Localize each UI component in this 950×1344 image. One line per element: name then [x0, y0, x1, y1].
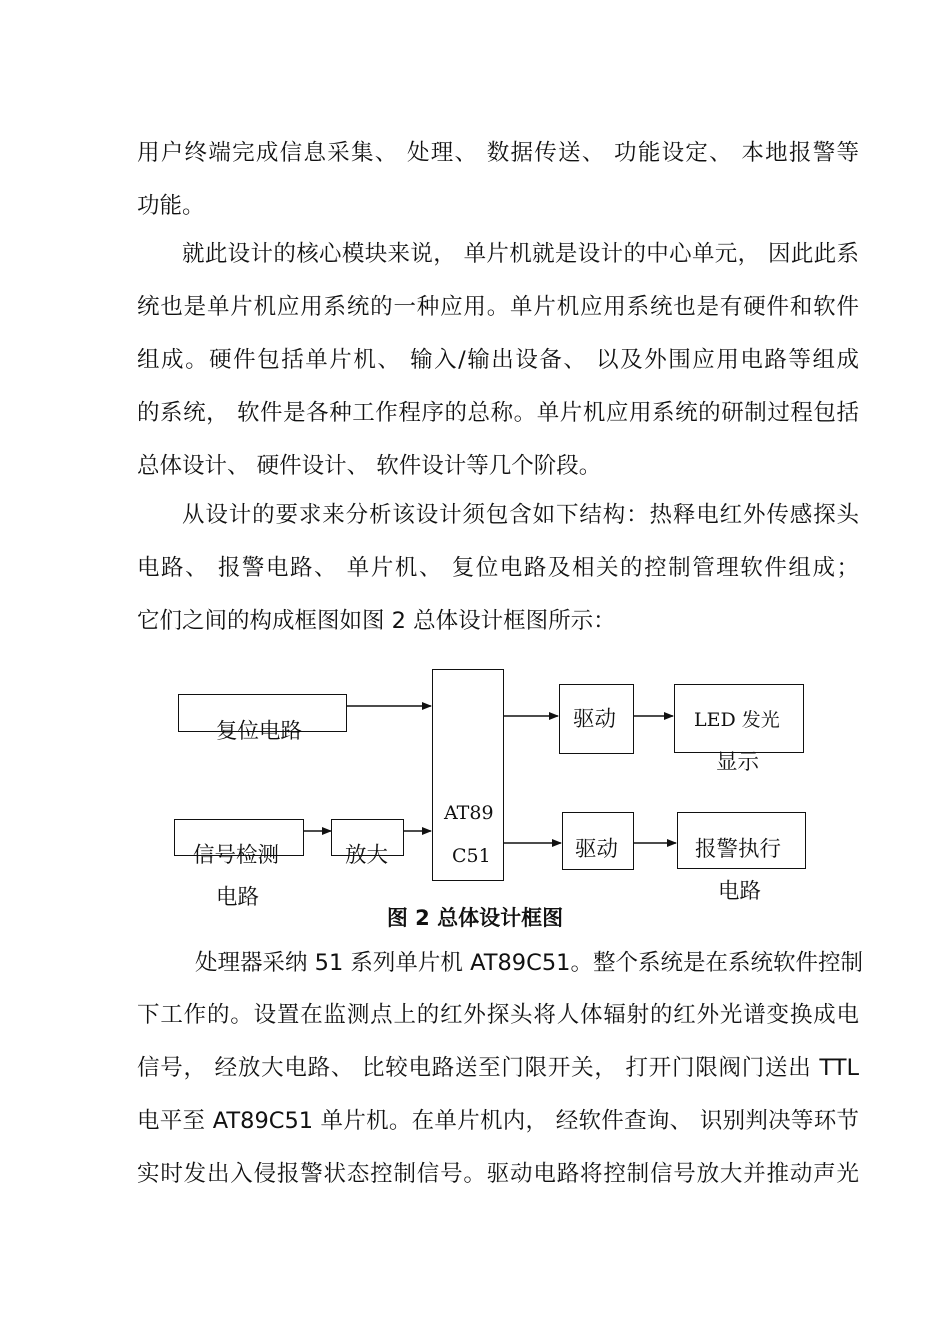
text-line: 下工作的。设置在监测点上的红外探头将人体辐射的红外光谱变换成电	[137, 1002, 859, 1028]
amplifier-label: 放大	[345, 843, 389, 868]
text-line: 总体设计、 硬件设计、 软件设计等几个阶段。	[137, 453, 602, 479]
text-line: 实时发出入侵报警状态控制信号。驱动电路将控制信号放大并推动声光	[137, 1161, 859, 1187]
text-line: 电路、 报警电路、 单片机、 复位电路及相关的控制管理软件组成；	[137, 555, 859, 581]
text-line: 功能。	[137, 193, 205, 219]
alarm-execute-label: 报警执行	[695, 837, 782, 862]
signal-detect-label-2: 电路	[216, 885, 260, 910]
mcu-label: AT89	[444, 802, 494, 824]
text-line: 从设计的要求来分析该设计须包含如下结构：热释电红外传感探头	[182, 502, 859, 528]
signal-detect-label: 信号检测	[193, 843, 280, 868]
text-line: 组成。硬件包括单片机、 输入/输出设备、 以及外围应用电路等组成	[137, 347, 859, 373]
text-line: 电平至 AT89C51 单片机。在单片机内， 经软件查询、 识别判决等环节	[137, 1108, 859, 1134]
text-line: 处理器采纳 51 系列单片机 AT89C51。整个系统是在系统软件控制	[195, 950, 863, 976]
figure-caption: 图 2 总体设计框图	[386, 906, 564, 930]
text-line: 信号， 经放大电路、 比较电路送至门限开关， 打开门限阀门送出 TTL	[137, 1055, 859, 1081]
led-display-label	[694, 707, 780, 733]
driver-bottom-label: 驱动	[575, 837, 619, 862]
driver-top-label: 驱动	[573, 707, 617, 732]
alarm-execute-label-2: 电路	[718, 879, 762, 904]
text-line: 就此设计的核心模块来说， 单片机就是设计的中心单元， 因此此系	[182, 241, 859, 267]
text-line: 用户终端完成信息采集、 处理、 数据传送、 功能设定、 本地报警等	[137, 140, 859, 166]
text-line: 的系统， 软件是各种工作程序的总称。单片机应用系统的研制过程包括	[137, 400, 859, 426]
reset-circuit-label: 复位电路	[216, 719, 303, 744]
led-display-label-a: LED 发光	[694, 709, 780, 731]
led-display-label-2: 显示	[716, 750, 760, 775]
text-line: 它们之间的构成框图如图 2 总体设计框图所示：	[137, 608, 616, 634]
text-line: 统也是单片机应用系统的一种应用。单片机应用系统也是有硬件和软件	[137, 294, 859, 320]
mcu-label-2: C51	[452, 845, 491, 867]
